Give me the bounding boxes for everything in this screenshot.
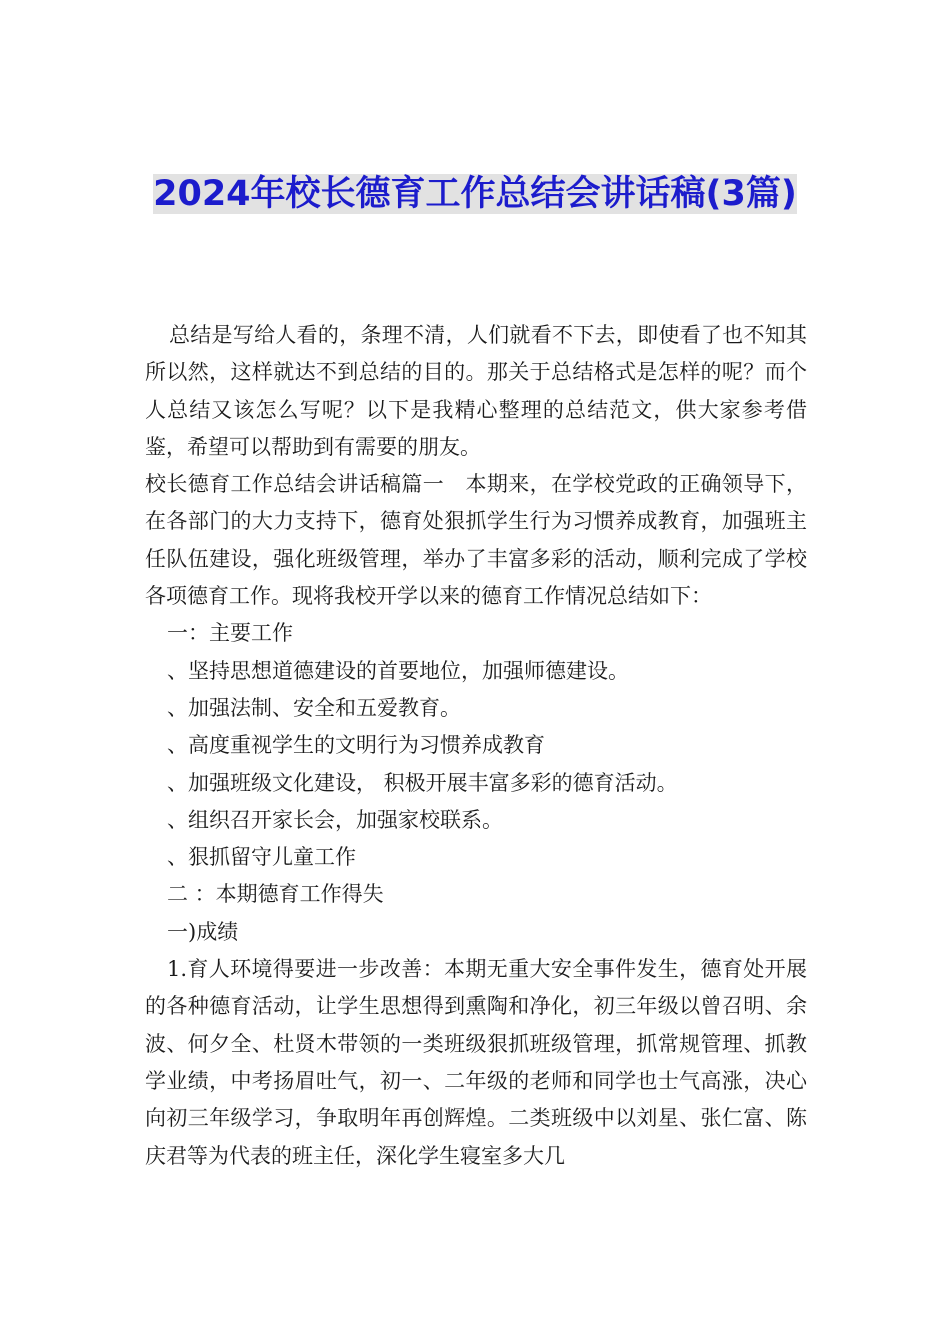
list-item: 、狠抓留守儿童工作 [167,845,356,870]
list-item: 、组织召开家长会，加强家校联系。 [167,807,503,832]
document-title-text: 2024年校长德育工作总结会讲话稿(3篇) [153,174,797,214]
list-item: 、加强法制、安全和五爱教育。 [167,695,461,720]
intro-paragraph: 总结是写给人看的，条理不清，人们就看不下去，即使看了也不知其所以然，这样就达不到总结的目的。那关于总结格式是怎样的呢？而个人总结又该怎么写呢？以下是我精心整理的总结范文，供大家参考借鉴，希望可以帮助到有需要的朋友。 [145,323,807,459]
document-body [145,317,807,1175]
heading-achievements: 一)成绩 [167,919,239,944]
section-one-paragraph: 校长德育工作总结会讲话稿篇一 本期来，在学校党政的正确领导下，在各部门的大力支持下，德育处狠抓学生行为习惯养成教育，加强班主任队伍建设，强化班级管理，举办了丰富多彩的活动，顺利完成了学校各项德育工作。现将我校开学以来的德育工作情况总结如下： [145,472,807,609]
heading-main-work: 一：主要工作 [167,621,293,646]
document-title [150,168,800,220]
achievement-paragraph: 1.育人环境得要进一步改善：本期无重大安全事件发生，德育处开展的各种德育活动，让学生思想得到熏陶和净化，初三年级以曾召明、余波、何夕全、杜贤木带领的一类班级狠抓班级管理，抓常规管理、抓教学业绩，中考扬眉吐气，初一、二年级的老师和同学也士气高涨，决心向初三年级学习，争取明年再创辉煌。二类班级中以刘星、张仁富、陈庆君等为代表的班主任，深化学生寝室多大几 [145,957,807,1168]
list-item: 、高度重视学生的文明行为习惯养成教育 [167,733,545,758]
list-item: 、坚持思想道德建设的首要地位，加强师德建设。 [167,658,629,683]
list-item: 、加强班级文化建设， 积极开展丰富多彩的德育活动。 [167,770,678,795]
heading-gains-losses: 二 ：本期德育工作得失 [167,882,384,907]
